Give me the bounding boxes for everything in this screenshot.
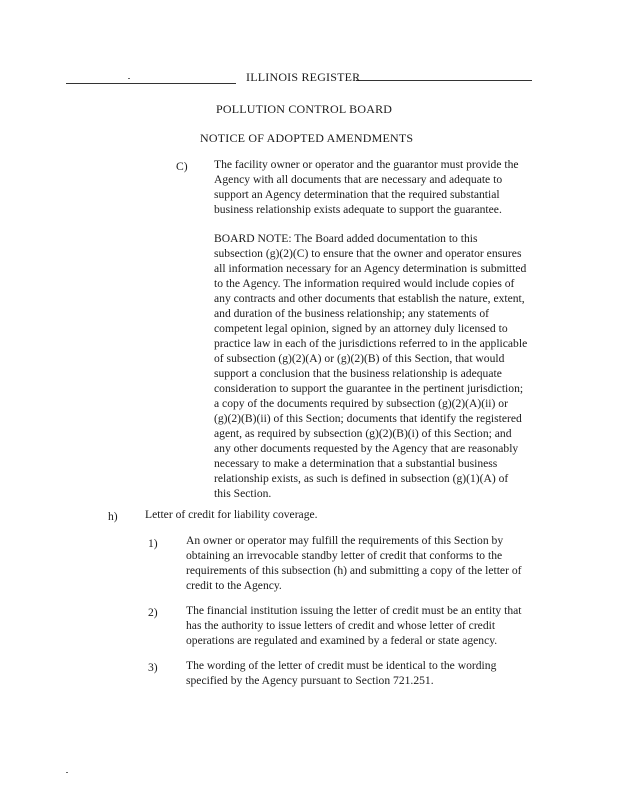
board-note-line: (g)(2)(B)(ii) of this Section; documents that identify the registered: [214, 412, 522, 425]
board-note-line: practice law in each of the jurisdictions referred to in the applicable: [214, 337, 528, 350]
board-note-line: necessary to make a determination that a substantial business: [214, 457, 498, 470]
board-note-line: subsection (g)(2)(C) to ensure that the owner and operator ensures: [214, 247, 522, 260]
board-note-line: relationship exists, as such is defined in subsection (g)(1)(A) of: [214, 472, 509, 485]
sub-item-line: The financial institution issuing the letter of credit must be an entity that: [186, 604, 522, 617]
board-note-line: agent, as required by subsection (g)(2)(B)(i) of this Section; and: [214, 427, 512, 440]
item-h-text: Letter of credit for liability coverage.: [145, 508, 318, 521]
sub-item-line: obtaining an irrevocable standby letter of credit that conforms to the: [186, 549, 503, 562]
board-note-line: a copy of the documents required by subsection (g)(2)(A)(ii) or: [214, 397, 508, 410]
board-note-line: to the Agency. The information required would include copies of: [214, 277, 515, 290]
header-rule-left: [66, 83, 236, 84]
sub-item-line: The wording of the letter of credit must be identical to the wording: [186, 659, 497, 672]
board-note-line: consideration to support the guarantee in the pertinent jurisdiction;: [214, 382, 524, 395]
board-note-line: of subsection (g)(2)(A) or (g)(2)(B) of this Section, that would: [214, 352, 505, 365]
item-c-line: business relationship exists adequate to support the guarantee.: [214, 203, 502, 216]
sub-item-line: An owner or operator may fulfill the requirements of this Section by: [186, 534, 504, 547]
item-c-marker: C): [176, 160, 188, 173]
item-c-line: Agency with all documents that are necessary and adequate to: [214, 173, 503, 186]
board-note-line: all information necessary for an Agency determination is submitted: [214, 262, 527, 275]
sub-item-marker: 2): [148, 606, 158, 619]
item-c-line: support an Agency determination that the required substantial: [214, 188, 500, 201]
register-title: ILLINOIS REGISTER: [246, 70, 361, 84]
header-rule-right: [356, 80, 532, 81]
board-note-line: BOARD NOTE: The Board added documentation to this: [214, 232, 478, 245]
sub-item-marker: 3): [148, 661, 158, 674]
item-h-marker: h): [108, 510, 118, 523]
board-note-line: competent legal opinion, signed by an attorney duly licensed to: [214, 322, 508, 335]
scan-speck: [66, 772, 68, 773]
sub-item-line: operations are regulated and examined by a federal or state agency.: [186, 634, 498, 647]
item-c-line: The facility owner or operator and the guarantor must provide the: [214, 158, 519, 171]
board-title: POLLUTION CONTROL BOARD: [216, 102, 393, 116]
sub-item-marker: 1): [148, 537, 158, 550]
scan-speck: [128, 78, 130, 79]
board-note-line: any other documents requested by the Agency that are reasonably: [214, 442, 519, 455]
board-note-line: this Section.: [214, 487, 272, 500]
board-note-line: any contracts and other documents that establish the nature, extent,: [214, 292, 525, 305]
sub-item-line: credit to the Agency.: [186, 579, 282, 592]
sub-item-line: specified by the Agency pursuant to Section 721.251.: [186, 674, 434, 687]
board-note-line: support a conclusion that the business relationship is adequate: [214, 367, 502, 380]
sub-item-line: has the authority to issue letters of credit and whose letter of credit: [186, 619, 496, 632]
sub-item-line: requirements of this subsection (h) and submitting a copy of the letter of: [186, 564, 522, 577]
board-note-line: and duration of the business relationship; any statements of: [214, 307, 489, 320]
notice-title: NOTICE OF ADOPTED AMENDMENTS: [200, 131, 414, 145]
